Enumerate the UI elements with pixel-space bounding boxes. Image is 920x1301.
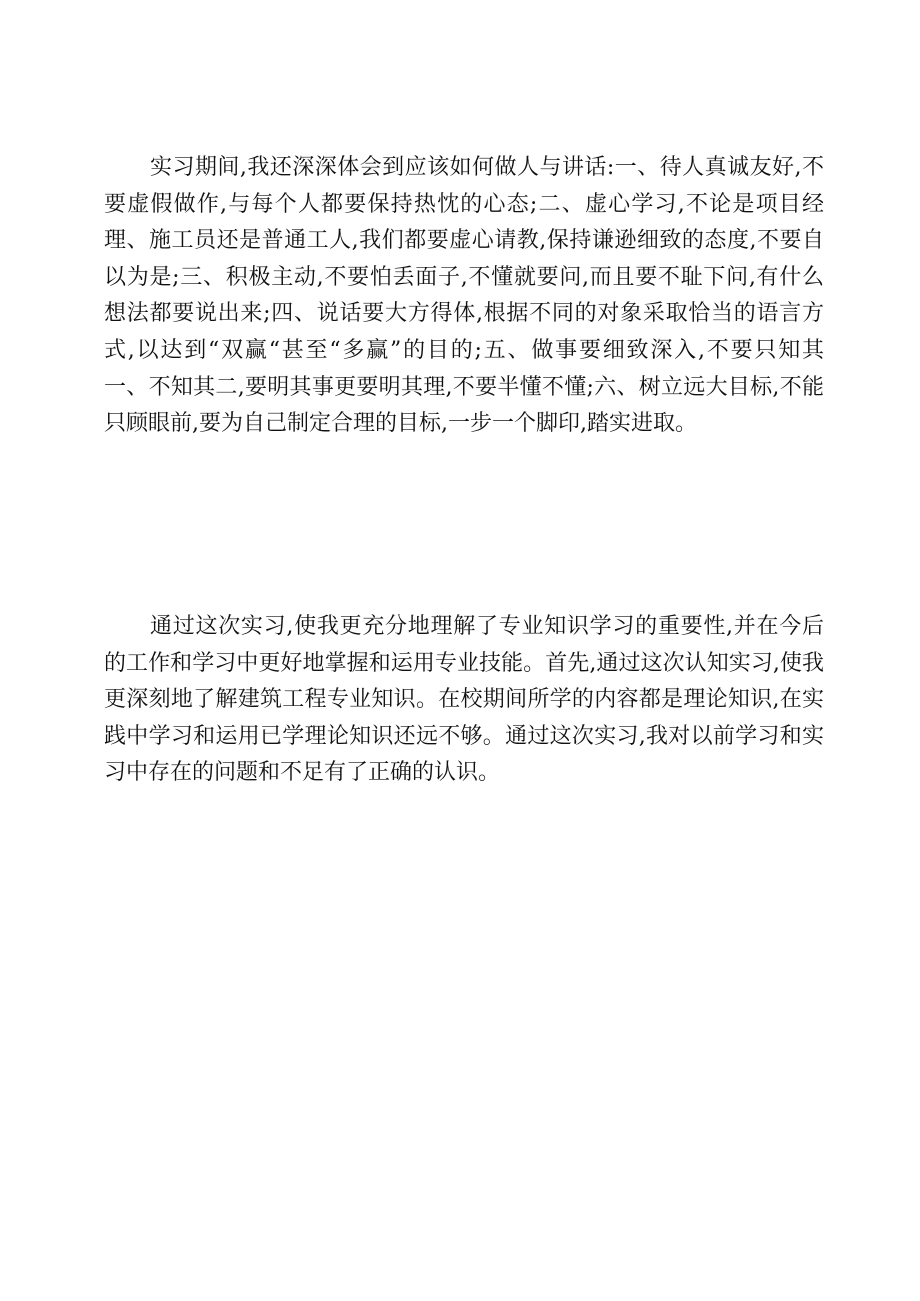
paragraph-line: 践中学习和运用已学理论知识还远不够。通过这次实习,我对以前学习和实	[104, 723, 824, 749]
paragraph-line: 式,以达到“双赢“甚至“多赢”的目的;五、做事要细致深入,不要只知其	[104, 337, 824, 363]
paragraph-2	[104, 609, 824, 792]
paragraph-line: 以为是;三、积极主动,不要怕丢面子,不懂就要问,而且要不耻下问,有什么	[104, 264, 824, 290]
paragraph-line: 只顾眼前,要为自己制定合理的目标,一步一个脚印,踏实进取。	[104, 411, 697, 437]
paragraph-1	[104, 150, 824, 443]
paragraph-line: 实习期间,我还深深体会到应该如何做人与讲话:一、待人真诚友好,不	[150, 155, 824, 180]
paragraph-line: 通过这次实习,使我更充分地理解了专业知识学习的重要性,并在今后	[150, 614, 824, 639]
paragraph-line: 一、不知其二,要明其事更要明其理,不要半懂不懂;六、树立远大目标,不能	[104, 374, 824, 400]
paragraph-line: 的工作和学习中更好地掌握和运用专业技能。首先,通过这次认知实习,使我	[104, 650, 824, 676]
paragraph-line: 理、施工员还是普通工人,我们都要虚心请教,保持谦逊细致的态度,不要自	[104, 228, 824, 254]
paragraph-line: 要虚假做作,与每个人都要保持热忱的心态;二、虚心学习,不论是项目经	[104, 191, 824, 217]
paragraph-line: 习中存在的问题和不足有了正确的认识。	[104, 760, 501, 786]
paragraph-line: 更深刻地了解建筑工程专业知识。在校期间所学的内容都是理论知识,在实	[104, 687, 824, 713]
paragraph-line: 想法都要说出来;四、说话要大方得体,根据不同的对象采取恰当的语言方	[104, 301, 824, 327]
